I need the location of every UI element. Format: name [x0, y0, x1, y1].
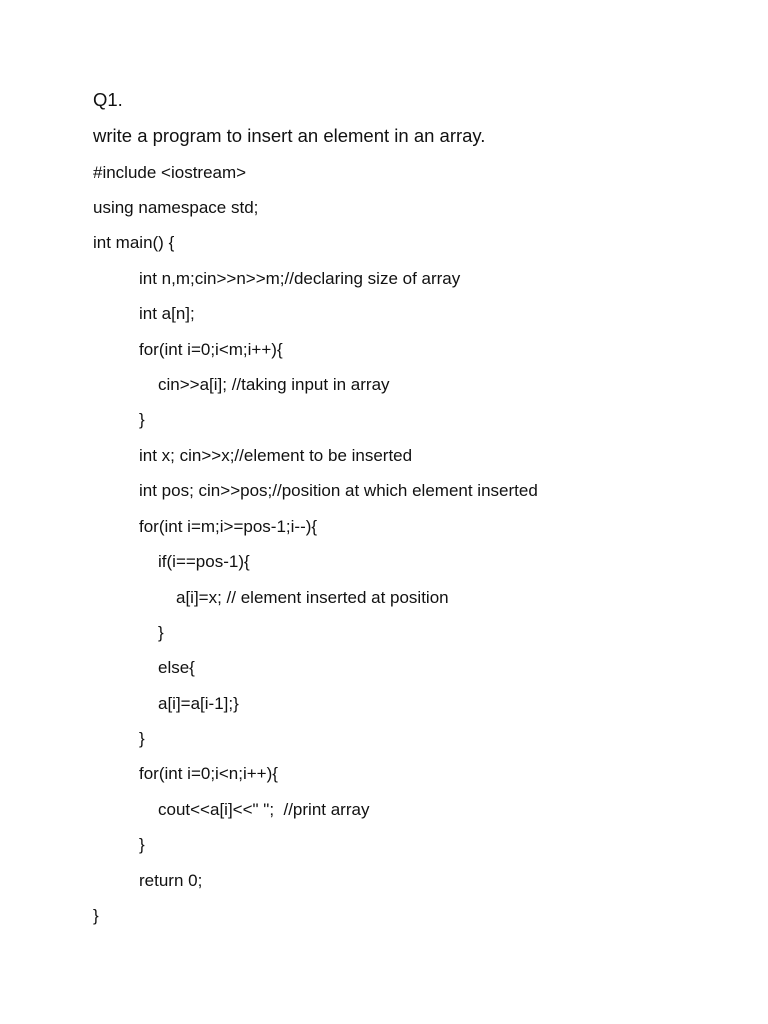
code-line: cout<<a[i]<<" "; //print array [158, 800, 370, 819]
code-line: for(int i=0;i<m;i++){ [139, 340, 283, 359]
code-line: cin>>a[i]; //taking input in array [158, 375, 390, 394]
code-line: int main() { [93, 233, 175, 252]
code-line: if(i==pos-1){ [158, 552, 250, 571]
code-line: a[i]=x; // element inserted at position [176, 588, 449, 607]
question-number: Q1. [93, 89, 123, 110]
code-line: int pos; cin>>pos;//position at which element inserted [139, 481, 538, 500]
code-line: for(int i=m;i>=pos-1;i--){ [139, 517, 318, 536]
code-line: } [139, 835, 145, 854]
code-line: } [93, 906, 99, 925]
code-line: a[i]=a[i-1];} [158, 694, 239, 713]
code-line: else{ [158, 658, 195, 677]
code-line: } [139, 729, 145, 748]
code-line: #include <iostream> [93, 163, 247, 182]
code-line: } [158, 623, 164, 642]
code-line: int n,m;cin>>n>>m;//declaring size of array [139, 269, 461, 288]
code-line: return 0; [139, 871, 203, 890]
code-line: int x; cin>>x;//element to be inserted [139, 446, 413, 465]
code-line: using namespace std; [93, 198, 259, 217]
question-prompt: write a program to insert an element in an array. [93, 125, 486, 146]
code-line: for(int i=0;i<n;i++){ [139, 764, 278, 783]
code-line: } [139, 410, 145, 429]
code-line: int a[n]; [139, 304, 195, 323]
